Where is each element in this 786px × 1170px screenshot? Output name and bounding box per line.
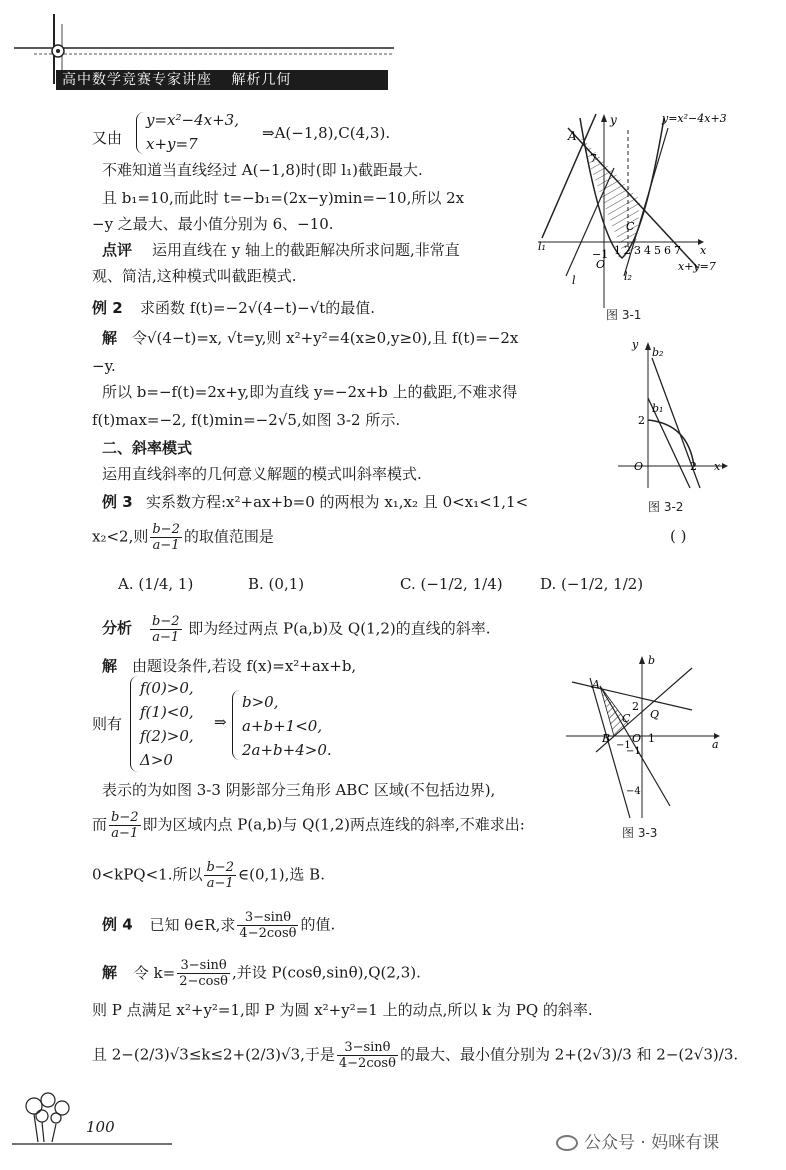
fig32-label-b1: b₁ bbox=[652, 402, 664, 415]
system-right bbox=[242, 690, 332, 762]
l1-sys-b: x+y=7 bbox=[146, 135, 198, 153]
option-c-label: C. bbox=[400, 575, 416, 593]
fig31-label-parabola: y=x²−4x+3 bbox=[662, 112, 727, 125]
ex2-label: 例 2 bbox=[92, 299, 123, 317]
section-2-desc: 运用直线斜率的几何意义解题的模式叫斜率模式. bbox=[102, 465, 422, 483]
sol2-line-c: 所以 b=−f(t)=2x+y,即为直线 y=−2x+b 上的截距,不难求得 bbox=[102, 383, 518, 401]
brace bbox=[136, 112, 144, 154]
system-brace-left bbox=[130, 676, 138, 772]
ex3-frac-den: a−1 bbox=[152, 538, 180, 553]
sol4-c-frac-num: 3−sinθ bbox=[337, 1040, 398, 1056]
fig31-label-C: C bbox=[626, 220, 635, 233]
figure-3-2-caption: 图 3-2 bbox=[648, 500, 684, 514]
sol3-c-fraction bbox=[109, 810, 141, 841]
fig33-label-b: b bbox=[648, 654, 656, 667]
fig33-label-m4: −4 bbox=[626, 786, 641, 797]
option-d bbox=[540, 574, 643, 594]
option-d-value: (−1/2, 1/2) bbox=[561, 575, 644, 593]
sol4-suffix: ,并设 P(cosθ,sinθ),Q(2,3). bbox=[232, 963, 421, 982]
ex2-text: 求函数 f(t)=−2√(4−t)−√t的最值. bbox=[140, 299, 376, 317]
fig33-label-m1a: −1 bbox=[616, 740, 631, 751]
option-a-label: A. bbox=[118, 575, 134, 593]
ex3-answer-paren: ( ) bbox=[670, 527, 687, 545]
fig32-label-y: y bbox=[632, 338, 639, 351]
analysis-text: 即为经过两点 P(a,b)及 Q(1,2)的直线的斜率. bbox=[188, 619, 491, 638]
fig32-label-2x: 2 bbox=[690, 460, 697, 473]
sol2-line-b: −y. bbox=[92, 357, 116, 375]
fig32-label-2y: 2 bbox=[638, 414, 645, 427]
fig31-label-5: 5 bbox=[654, 244, 661, 257]
fig31-label-4: 4 bbox=[644, 244, 651, 257]
sys-left-3: f(2)>0, bbox=[140, 727, 194, 745]
fig33-label-a: a bbox=[712, 738, 719, 751]
sol2-label: 解 bbox=[102, 329, 118, 347]
sol3-label: 解 bbox=[102, 657, 118, 675]
option-c-value: (−1/2, 1/4) bbox=[420, 575, 503, 593]
sol4-line-b: 则 P 点满足 x²+y²=1,即 P 为圆 x²+y²=1 上的动点,所以 k 为 PQ 的斜率. bbox=[92, 1001, 593, 1019]
sol4-line-c bbox=[92, 1040, 738, 1071]
fig33-label-C: C bbox=[622, 712, 631, 725]
fig31-label-1: 1 bbox=[614, 244, 621, 257]
sol4-label: 解 bbox=[102, 963, 118, 982]
fig31-label-6: 6 bbox=[664, 244, 671, 257]
ex4-suffix: 的值. bbox=[300, 915, 336, 934]
text-line-6: 观、简洁,这种模式叫截距模式. bbox=[92, 267, 297, 285]
ex3-prefix: x₂<2,则 bbox=[92, 527, 149, 546]
sys-left-2: f(1)<0, bbox=[140, 703, 194, 721]
sys-right-3: 2a+b+4>0. bbox=[242, 741, 332, 759]
ex3-label: 例 3 bbox=[102, 493, 133, 511]
fig32-label-x: x bbox=[714, 460, 721, 473]
page-number: 100 bbox=[86, 1118, 115, 1136]
fig33-label-m1b: −1 bbox=[626, 746, 641, 757]
sol3-c-frac-num: b−2 bbox=[111, 810, 139, 825]
analysis-fraction bbox=[150, 614, 182, 645]
sol3-d-suffix: ∈(0,1),选 B. bbox=[237, 865, 325, 884]
fig31-label-x: x bbox=[700, 244, 707, 257]
fig32-label-O: O bbox=[634, 460, 644, 473]
sol3-c-prefix: 而 bbox=[92, 815, 108, 834]
ex4-frac-num: 3−sinθ bbox=[237, 910, 298, 926]
sol3-line-d bbox=[92, 860, 325, 891]
fig31-label-7: 7 bbox=[590, 152, 597, 165]
fig31-label-7x: 7 bbox=[674, 244, 681, 257]
ex3-line-a: 实系数方程:x²+ax+b=0 的两根为 x₁,x₂ 且 0<x₁<1,1< bbox=[146, 493, 529, 511]
sol3-c-frac-den: a−1 bbox=[111, 826, 139, 841]
sol4-frac-num: 3−sinθ bbox=[177, 958, 230, 974]
sol3-d-frac-den: a−1 bbox=[206, 876, 234, 891]
sol3-d-prefix: 0<kPQ<1.所以 bbox=[92, 865, 203, 884]
fig31-label-O: O bbox=[596, 258, 606, 271]
fig33-label-B: B bbox=[602, 732, 611, 745]
fig31-label-3: 3 bbox=[634, 244, 641, 257]
ex3-suffix: 的取值范围是 bbox=[183, 527, 274, 546]
ex3-frac-num: b−2 bbox=[152, 522, 180, 537]
header-title: 高中数学竞赛专家讲座 bbox=[62, 72, 212, 88]
figure-3-3 bbox=[566, 648, 726, 848]
sys-right-2: a+b+1<0, bbox=[242, 717, 323, 735]
sys-arrow: ⇒ bbox=[214, 713, 227, 731]
header-subtitle: 解析几何 bbox=[231, 72, 292, 88]
fig31-label-y: y bbox=[610, 113, 617, 127]
analysis-frac-num: b−2 bbox=[152, 614, 180, 629]
sol4-c-fraction bbox=[337, 1040, 398, 1071]
sol4-prefix: 令 k= bbox=[133, 963, 176, 982]
fig33-label-O: O bbox=[632, 732, 642, 745]
ex4-frac-den: 4−2cosθ bbox=[239, 926, 297, 941]
analysis-line bbox=[148, 614, 491, 645]
fig33-label-2: 2 bbox=[632, 700, 639, 713]
fig31-label-m1: −1 bbox=[592, 248, 609, 261]
text-line-5: 运用直线在 y 轴上的截距解决所求问题,非常直 bbox=[152, 241, 460, 259]
figure-3-2 bbox=[618, 338, 734, 518]
fig33-label-A: A bbox=[592, 678, 600, 691]
sol2-line-a: 令√(4−t)=x, √t=y,则 x²+y²=4(x≥0,y≥0),且 f(t)=−2x bbox=[132, 329, 519, 347]
figure-3-3-caption: 图 3-3 bbox=[622, 826, 658, 840]
ex4-label: 例 4 bbox=[102, 915, 133, 934]
figure-3-1-caption: 图 3-1 bbox=[606, 308, 642, 322]
l1-sys-a: y=x²−4x+3, bbox=[146, 111, 239, 129]
figure-3-1-graph bbox=[528, 108, 760, 328]
fig33-label-1: 1 bbox=[648, 732, 655, 745]
option-c bbox=[400, 574, 503, 594]
sol2-line-d: f(t)max=−2, f(t)min=−2√5,如图 3-2 所示. bbox=[92, 411, 401, 429]
header-bar bbox=[56, 70, 388, 90]
figure-3-3-graph bbox=[566, 648, 726, 824]
ex4-line bbox=[102, 910, 335, 941]
fig31-label-l: l bbox=[572, 274, 576, 287]
sol4-c-frac-den: 4−2cosθ bbox=[338, 1056, 396, 1071]
fig31-label-A: A bbox=[568, 129, 577, 143]
ex4-prefix: 已知 θ∈R,求 bbox=[149, 915, 236, 934]
fig33-label-Q: Q bbox=[650, 708, 660, 721]
l1-result: ⇒A(−1,8),C(4,3). bbox=[262, 124, 391, 142]
fig31-label-2: 2 bbox=[624, 244, 631, 257]
sol3-c-suffix: 即为区域内点 P(a,b)与 Q(1,2)两点连线的斜率,不难求出: bbox=[142, 815, 525, 834]
sol4-line-a bbox=[102, 958, 421, 989]
ex3-line-b bbox=[92, 522, 274, 553]
figure-3-2-graph bbox=[618, 338, 734, 518]
sol4-frac-den: 2−cosθ bbox=[179, 974, 229, 989]
sol4-fraction bbox=[177, 958, 230, 989]
text-line-2: 不难知道当直线经过 A(−1,8)时(即 l₁)截距最大. bbox=[102, 161, 423, 179]
fig31-label-line: x+y=7 bbox=[678, 260, 716, 273]
system-left bbox=[140, 676, 194, 772]
fig31-label-l1: l₁ bbox=[538, 240, 546, 253]
text-line-3: 且 b₁=10,而此时 t=−b₁=(2x−y)min=−10,所以 2x bbox=[102, 189, 465, 207]
l1-label: 又由 bbox=[92, 129, 123, 147]
sol3-have: 则有 bbox=[92, 715, 123, 733]
wechat-icon bbox=[556, 1135, 578, 1151]
watermark-text: 公众号 · 妈咪有课 bbox=[584, 1133, 720, 1153]
figure-3-1 bbox=[528, 108, 760, 328]
system-brace-right bbox=[232, 690, 240, 760]
section-2-title: 二、斜率模式 bbox=[102, 439, 193, 457]
ex4-fraction bbox=[237, 910, 298, 941]
sol3-line-c bbox=[92, 810, 525, 841]
fig32-label-b2: b₂ bbox=[652, 346, 664, 359]
ex3-fraction bbox=[150, 522, 182, 553]
fig31-label-l2: l₂ bbox=[624, 270, 632, 283]
sys-left-4: Δ>0 bbox=[140, 751, 173, 769]
option-a-value: (1/4, 1) bbox=[138, 575, 194, 593]
analysis-frac-den: a−1 bbox=[152, 630, 180, 645]
sol3-line-b: 表示的为如图 3-3 阴影部分三角形 ABC 区域(不包括边界), bbox=[102, 781, 496, 799]
sys-right-1: b>0, bbox=[242, 693, 279, 711]
option-a bbox=[118, 574, 193, 594]
sol4-c-suffix: 的最大、最小值分别为 2+(2√3)/3 和 2−(2√3)/3. bbox=[399, 1045, 739, 1064]
sol3-line-a: 由题设条件,若设 f(x)=x²+ax+b, bbox=[132, 657, 357, 675]
sol4-c-prefix: 且 2−(2/3)√3≤k≤2+(2/3)√3,于是 bbox=[92, 1045, 335, 1064]
text-line-4: −y 之最大、最小值分别为 6、−10. bbox=[92, 215, 334, 233]
remark-label: 点评 bbox=[102, 241, 133, 259]
sol3-d-frac-num: b−2 bbox=[206, 860, 234, 875]
option-b: B. (0,1) bbox=[248, 575, 305, 593]
sys-left-1: f(0)>0, bbox=[140, 679, 194, 697]
sol3-d-fraction bbox=[204, 860, 236, 891]
watermark bbox=[556, 1128, 719, 1153]
option-d-label: D. bbox=[540, 575, 557, 593]
analysis-label: 分析 bbox=[102, 619, 133, 637]
